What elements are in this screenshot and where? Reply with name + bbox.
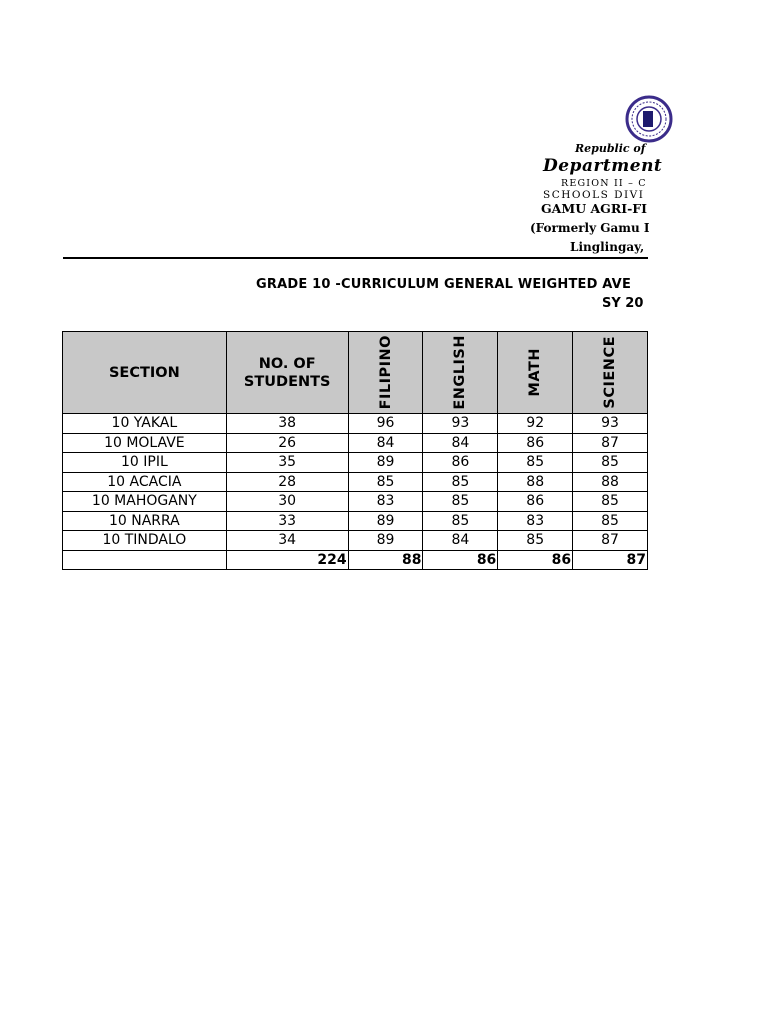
cell-science: 93	[573, 414, 648, 434]
totals-row	[63, 550, 648, 570]
letterhead-school-name: GAMU AGRI-FI	[541, 201, 647, 216]
cell-science: 85	[573, 511, 648, 531]
table-row	[63, 531, 648, 551]
header-english	[423, 332, 498, 414]
cell-section: 10 NARRA	[63, 511, 227, 531]
cell-filipino: 89	[348, 453, 423, 473]
header-english-label: ENGLISH	[452, 335, 469, 410]
table-row	[63, 433, 648, 453]
cell-english: 85	[423, 511, 498, 531]
cell-section: 10 IPIL	[63, 453, 227, 473]
cell-science: 85	[573, 492, 648, 512]
cell-students: 26	[226, 433, 348, 453]
header-section: SECTION	[63, 332, 227, 414]
letterhead-region: REGION II – C	[561, 178, 647, 189]
cell-english: 85	[423, 492, 498, 512]
cell-section: 10 YAKAL	[63, 414, 227, 434]
report-title: GRADE 10 -CURRICULUM GENERAL WEIGHTED AVE	[256, 277, 632, 292]
header-science	[573, 332, 648, 414]
letterhead-divider	[63, 257, 648, 259]
total-section	[63, 550, 227, 570]
cell-students: 38	[226, 414, 348, 434]
cell-students: 30	[226, 492, 348, 512]
total-english: 86	[423, 550, 498, 570]
table-row	[63, 414, 648, 434]
header-math-label: MATH	[527, 348, 544, 397]
letterhead-republic: Republic of	[575, 142, 646, 155]
cell-section: 10 ACACIA	[63, 472, 227, 492]
cell-section: 10 TINDALO	[63, 531, 227, 551]
cell-filipino: 83	[348, 492, 423, 512]
cell-english: 85	[423, 472, 498, 492]
cell-science: 87	[573, 531, 648, 551]
cell-math: 92	[498, 414, 573, 434]
cell-math: 86	[498, 433, 573, 453]
cell-science: 87	[573, 433, 648, 453]
header-no-of-students	[226, 332, 348, 414]
cell-filipino: 89	[348, 531, 423, 551]
table-row	[63, 453, 648, 473]
cell-english: 93	[423, 414, 498, 434]
cell-filipino: 89	[348, 511, 423, 531]
header-filipino	[348, 332, 423, 414]
cell-english: 84	[423, 531, 498, 551]
gwa-table	[62, 331, 648, 570]
letterhead-division: SCHOOLS DIVI	[543, 189, 645, 201]
cell-math: 83	[498, 511, 573, 531]
cell-students: 34	[226, 531, 348, 551]
table-header-row	[63, 332, 648, 414]
letterhead-former-name: (Formerly Gamu I	[530, 221, 650, 235]
cell-section: 10 MAHOGANY	[63, 492, 227, 512]
header-science-label: SCIENCE	[602, 336, 619, 409]
table-row	[63, 511, 648, 531]
header-filipino-label: FILIPINO	[377, 335, 394, 410]
header-no-of-students-label: NO. OF STUDENTS	[243, 355, 331, 390]
cell-students: 35	[226, 453, 348, 473]
report-school-year: SY 20	[602, 296, 644, 311]
cell-math: 86	[498, 492, 573, 512]
cell-filipino: 84	[348, 433, 423, 453]
cell-english: 84	[423, 433, 498, 453]
table-row	[63, 492, 648, 512]
cell-filipino: 85	[348, 472, 423, 492]
letterhead-address: Linglingay,	[570, 240, 645, 254]
cell-students: 28	[226, 472, 348, 492]
total-math: 86	[498, 550, 573, 570]
total-filipino: 88	[348, 550, 423, 570]
header-math	[498, 332, 573, 414]
total-science: 87	[573, 550, 648, 570]
table-row	[63, 472, 648, 492]
cell-students: 33	[226, 511, 348, 531]
total-students: 224	[226, 550, 348, 570]
cell-english: 86	[423, 453, 498, 473]
cell-math: 85	[498, 531, 573, 551]
letterhead	[0, 0, 663, 260]
cell-math: 88	[498, 472, 573, 492]
cell-section: 10 MOLAVE	[63, 433, 227, 453]
cell-math: 85	[498, 453, 573, 473]
deped-seal-logo	[625, 95, 673, 143]
cell-science: 85	[573, 453, 648, 473]
letterhead-department: Department	[543, 156, 663, 176]
cell-science: 88	[573, 472, 648, 492]
cell-filipino: 96	[348, 414, 423, 434]
